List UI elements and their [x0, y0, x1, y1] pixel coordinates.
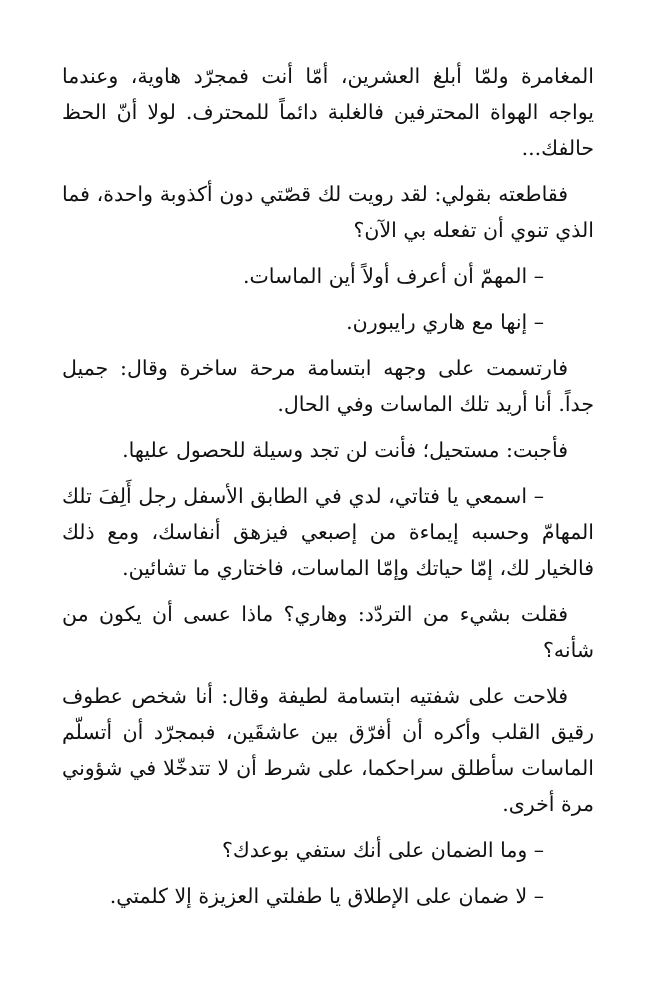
- paragraph-1: المغامرة ولمّا أبلغ العشرين، أمّا أنت فمجرّد هاوية، وعندما يواجه الهواة المحترفين فالغلبة دائماً للمحترف. لولا أنّ الحظ حالفك...: [62, 64, 594, 160]
- dialog-line-5: – لا ضمان على الإطلاق يا طفلتي العزيزة إلا كلمتي.: [109, 884, 544, 908]
- paragraph-6: فلاحت على شفتيه ابتسامة لطيفة وقال: أنا شخص عطوف رقيق القلب وأكره أن أفرّق بين عاشقَين، فبمجرّد أن أتسلّم الماسات سأطلق سراحكما، على شرط أن لا تتدخّلا في شؤوني مرة أخرى.: [62, 684, 594, 816]
- paragraph-5: فقلت بشيء من التردّد: وهاري؟ ماذا عسى أن يكون من شأنه؟: [62, 602, 594, 662]
- dialog-line-2: – إنها مع هاري رايبورن.: [346, 310, 544, 334]
- dialog-line-4: – وما الضمان على أنك ستفي بوعدك؟: [221, 838, 544, 862]
- paragraph-3: فارتسمت على وجهه ابتسامة مرحة ساخرة وقال: جميل جداً. أنا أريد تلك الماسات وفي الحال.: [62, 356, 594, 416]
- dialog-line-1: – المهمّ أن أعرف أولاً أين الماسات.: [242, 264, 544, 288]
- paragraph-4: فأجبت: مستحيل؛ فأنت لن تجد وسيلة للحصول عليها.: [122, 438, 568, 462]
- dialog-line-3: – اسمعي يا فتاتي، لدي في الطابق الأسفل رجل أَلِفَ تلك المهامّ وحسبه إيماءة من إصبعي فيزهق أنفاسك، ومع ذلك فالخيار لك، إمّا حياتك وإمّا الماسات، فاختاري ما تشائين.: [62, 484, 594, 580]
- book-page: [62, 58, 594, 924]
- paragraph-2: فقاطعته بقولي: لقد رويت لك قصّتي دون أكذوبة واحدة، فما الذي تنوي أن تفعله بي الآن؟: [62, 182, 594, 242]
